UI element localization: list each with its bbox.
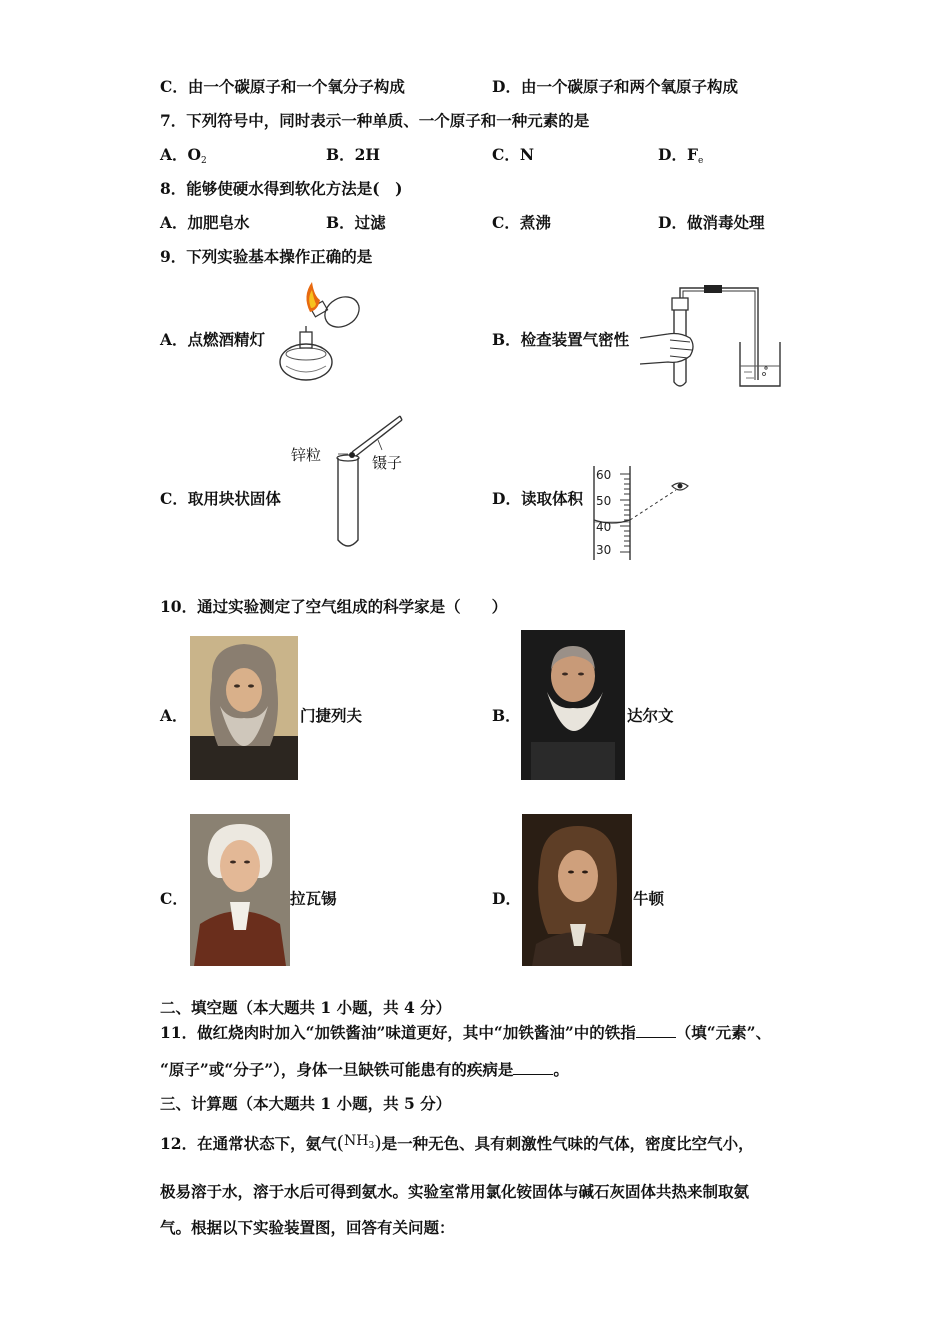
portrait-mendeleev	[190, 636, 298, 780]
q9-stem: 9．下列实验基本操作正确的是	[160, 247, 373, 266]
graduated-cylinder-reading-figure	[588, 462, 692, 562]
q8-option-d: D．做消毒处理	[658, 213, 765, 232]
zinc-label: 锌粒	[291, 446, 322, 464]
test-tube-tweezers-figure	[330, 412, 406, 552]
portrait-lavoisier	[190, 814, 290, 966]
q9-option-b: B．检查装置气密性	[492, 330, 630, 349]
q7-option-d: D．$F_e$	[658, 145, 704, 166]
q12-line1: 12．在通常状态下，氨气$(NH_3)$是一种无色、具有刺激性气味的气体，密度比空气小，	[160, 1132, 754, 1154]
q10-option-b-letter: B．	[492, 706, 521, 725]
cylinder-tick-50: 50	[596, 494, 612, 508]
cylinder-tick-40: 40	[596, 520, 612, 534]
q10-option-a-letter: A．	[160, 706, 188, 725]
q8-stem: 8．能够使硬水得到软化方法是( )	[160, 179, 403, 198]
q6-option-d: D．由一个碳原子和两个氧原子构成	[492, 77, 738, 96]
q10-option-d-name: 牛顿	[633, 889, 665, 908]
q7-option-a: A．$O_2$	[160, 145, 207, 166]
q7-option-c: C．N	[492, 145, 535, 164]
q12-line3: 气。根据以下实验装置图，回答有关问题：	[160, 1218, 455, 1237]
q9-option-a: A．点燃酒精灯	[160, 330, 266, 349]
q10-option-a-name: 门捷列夫	[300, 706, 363, 725]
q8-option-c: C．煮沸	[492, 213, 551, 232]
ammonia-formula: $NH_3$	[344, 1133, 375, 1151]
q8-option-b: B．过滤	[326, 213, 386, 232]
section2-heading: 二、填空题（本大题共 1 小题，共 4 分）	[160, 998, 452, 1017]
alcohol-lamp-lighting-figure	[272, 282, 372, 386]
q7-option-b: B．2H	[326, 145, 381, 164]
q6-option-c: C．由一个碳原子和一个氧分子构成	[160, 77, 405, 96]
q8-option-a: A．加肥皂水	[160, 213, 250, 232]
q11-line2: “原子”或“分子”），身体一旦缺铁可能患有的疾病是 。	[160, 1060, 569, 1079]
q10-option-d-letter: D．	[492, 889, 521, 908]
q10-option-c-letter: C．	[160, 889, 188, 908]
q10-stem: 10．通过实验测定了空气组成的科学家是（ ）	[160, 597, 508, 616]
q9-option-c: C．取用块状固体	[160, 489, 281, 508]
cylinder-tick-60: 60	[596, 468, 612, 482]
q11-line1: 11．做红烧肉时加入“加铁酱油”味道更好，其中“加铁酱油”中的铁指 （填“元素”、	[160, 1023, 772, 1042]
q11-blank-1	[636, 1023, 676, 1038]
section3-heading: 三、计算题（本大题共 1 小题，共 5 分）	[160, 1094, 452, 1113]
cylinder-tick-30: 30	[596, 543, 612, 557]
q11-blank-2	[513, 1060, 553, 1075]
q9-option-d: D．读取体积	[492, 489, 583, 508]
q12-line2: 极易溶于水，溶于水后可得到氨水。实验室常用氯化铵固体与碱石灰固体共热来制取氨	[160, 1182, 750, 1201]
q10-option-b-name: 达尔文	[627, 706, 674, 725]
q7-stem: 7．下列符号中，同时表示一种单质、一个原子和一种元素的是	[160, 111, 590, 130]
portrait-newton	[522, 814, 632, 966]
airtightness-check-figure	[640, 282, 785, 390]
portrait-darwin	[521, 630, 625, 780]
tweezers-label: 镊子	[372, 454, 403, 472]
q10-option-c-name: 拉瓦锡	[290, 889, 337, 908]
